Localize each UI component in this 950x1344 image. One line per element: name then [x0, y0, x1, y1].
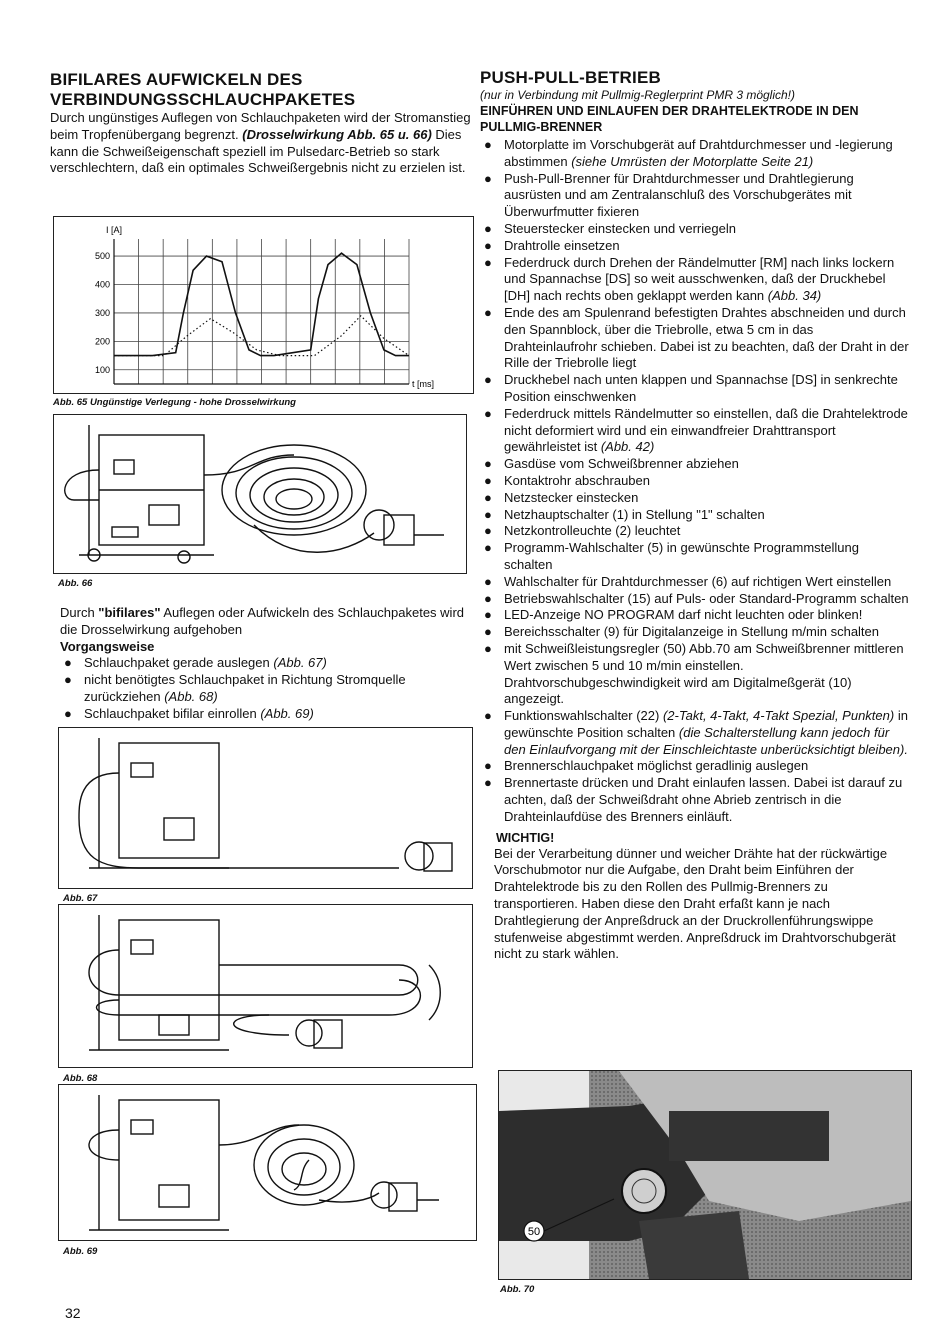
list-item: ● Schlauchpaket bifilar einrollen (Abb. 69)	[64, 705, 314, 721]
list-item: ● Netzkontrolleuchte (2) leuchtet	[484, 523, 681, 539]
list-item: ● Wahlschalter für Drahtdurchmesser (6) auf richtigen Wert einstellen	[484, 573, 892, 589]
abb67-figure	[58, 727, 473, 889]
list-item: ● Netzstecker einstecken	[484, 489, 639, 505]
list-item: ● Brennertaste drücken und Draht einlaufen lassen. Dabei ist darauf zu achten, daß der Schweißdraht ohne Abrieb zentrisch in die Drahteinlaufdüse des Brenners einläuft.	[484, 775, 903, 824]
current-chart	[54, 217, 473, 393]
list-item: ● Federdruck durch Drehen der Rändelmutter [RM] nach links lockern und Spannachse [DS] so weit ausschwenken, daß der Druckhebel [DH] nach rechts oben geklappt werden kann (Abb. 34)	[484, 254, 895, 304]
abb65-caption: Abb. 65 Ungünstige Verlegung - hohe Drosselwirkung	[53, 397, 296, 408]
list-item: ● Push-Pull-Brenner für Drahtdurchmesser und Drahtlegierung ausrüsten und am Zentralanschluß des Vorschubgerätes mit Überwurfmutter fixieren	[484, 170, 854, 220]
retracted-hose-illustration	[59, 905, 472, 1067]
bifilar-coil-illustration	[59, 1085, 476, 1240]
photo-label: 50	[527, 1226, 541, 1238]
right-column	[480, 68, 910, 963]
list-item: ● nicht benötigtes Schlauchpaket in Richtung Stromquelle zurückziehen (Abb. 68)	[64, 672, 406, 704]
bifilar-paragraph: Durch "bifilares" Auflegen oder Aufwickeln des Schlauchpaketes wird die Drosselwirkung aufgehoben	[60, 605, 465, 637]
section-title: EINFÜHREN UND EINLAUFEN DER DRAHTELEKTRODE IN DEN PULLMIG-BRENNER	[480, 104, 859, 134]
list-item: ● Druckhebel nach unten klappen und Spannachse [DS] in senkrechte Position einschwenken	[484, 372, 898, 404]
list-item: ● Ende des am Spulenrand befestigten Drahtes abschneiden und durch den Spannblock, über die Triebrolle, etwa 5 cm in das Drahteinlaufrohr schieben. Dabei ist zu beachten, daß der Draht in der Rille der Triebrolle liegt	[484, 304, 909, 371]
intro-paragraph: Durch ungünstiges Auflegen von Schlauchpaketen wird der Stromanstieg beim Tropfenübergang begrenzt. (Drosselwirkung Abb. 65 u. 66) Dies kann die Schweißeigenschaft speziell im Pulsedarc-Betrieb so stark verschlechtern, daß ein optimales Schweißergebnis nicht zu erzielen ist.	[50, 110, 471, 176]
abb70-caption: Abb. 70	[500, 1284, 535, 1295]
y-tick-label: 200	[94, 336, 110, 347]
bifilar-section	[60, 605, 472, 723]
list-item: ● Kontaktrohr abschrauben	[484, 472, 650, 488]
list-item: ● Steuerstecker einstecken und verriegeln	[484, 220, 736, 236]
abb68-caption: Abb. 68	[63, 1073, 98, 1084]
y-tick-label: 300	[94, 307, 110, 318]
abb65-chart-frame	[53, 216, 474, 394]
list-item: ● Gasdüse vom Schweißbrenner abziehen	[484, 456, 739, 472]
instruction-list	[480, 137, 910, 826]
straight-hose-illustration	[59, 728, 472, 888]
y-tick-label: 500	[94, 251, 110, 262]
abb69-caption: Abb. 69	[63, 1246, 98, 1257]
list-item: ● Programm-Wahlschalter (5) in gewünschte Programmstellung schalten	[484, 540, 859, 572]
y-axis-label: I [A]	[106, 225, 123, 235]
list-item: ● Netzhauptschalter (1) in Stellung "1" schalten	[484, 506, 765, 522]
heading-bifilar-line2: VERBINDUNGSSCHLAUCHPAKETES	[50, 90, 356, 109]
abb68-figure	[58, 904, 473, 1068]
list-item: ● Bereichsschalter (9) für Digitalanzeige in Stellung m/min schalten	[484, 624, 880, 640]
page-number: 32	[65, 1305, 81, 1321]
list-item: ● Federdruck mittels Rändelmutter so einstellen, daß die Drahtelektrode nicht deformiert wird und ein einwandfreier Drahttransport gewährleistet ist (Abb. 42)	[484, 405, 908, 455]
abb69-figure	[58, 1084, 477, 1241]
left-column	[50, 70, 475, 177]
list-item: ● Brennerschlauchpaket möglichst geradlinig auslegen	[484, 758, 809, 774]
list-item: ● Funktionswahlschalter (22) (2-Takt, 4-Takt, 4-Takt Spezial, Punkten) in gewünschte Position schalten (die Schalterstellung kann jedoch für den Einlaufvorgang mit der Einschleichtaste unberücksichtigt bleiben).	[484, 708, 908, 757]
abb66-caption: Abb. 66	[58, 578, 93, 589]
abb70-photo	[498, 1070, 912, 1280]
abb66-figure	[53, 414, 467, 574]
list-item: ● Motorplatte im Vorschubgerät auf Drahtdurchmesser und -legierung abstimmen (siehe Umrüsten der Motorplatte Seite 21)	[484, 137, 893, 169]
y-tick-label: 100	[94, 364, 110, 375]
abb67-caption: Abb. 67	[63, 893, 98, 904]
steps-list	[60, 655, 472, 722]
heading-push-pull: PUSH-PULL-BETRIEB	[480, 68, 661, 87]
list-item: ● mit Schweißleistungsregler (50) Abb.70 am Schweißbrenner mittleren Wert zwischen 5 und 10 m/min einstellen. Drahtvorschubgeschwindigkeit wird am Digitalmeßgerät (10) angezeigt.	[484, 640, 904, 707]
wichtig-title: WICHTIG!	[496, 830, 555, 845]
heading-bifilar-line1: BIFILARES AUFWICKELN DES	[50, 70, 303, 89]
push-pull-subheading: (nur in Verbindung mit Pullmig-Reglerprint PMR 3 möglich!)	[480, 88, 796, 102]
wichtig-paragraph: Bei der Verarbeitung dünner und weicher Drähte hat der rückwärtige Vorschubmotor nur die Aufgabe, den Draht beim Einführen der Drahtelektrode bis zu den Rollen des Pullmig-Brenners zu transportieren. Haben diese den Draht erfaßt kann je nach Drahtlegierung der Anpreßdruck an der Druckrollenführungswippe stufenweise abgestimmt werden. Anpreßdruck im Drahtvorschubgerät nicht zu stark wählen.	[494, 845, 896, 962]
list-item: ● Drahtrolle einsetzen	[484, 237, 620, 253]
y-tick-label: 400	[94, 279, 110, 290]
torch-photo-illustration	[499, 1071, 911, 1279]
list-item: ● Betriebswahlschalter (15) auf Puls- oder Standard-Programm schalten	[484, 590, 909, 606]
coiled-hose-illustration	[54, 415, 466, 573]
x-axis-label: t [ms]	[412, 379, 434, 389]
list-item: ● LED-Anzeige NO PROGRAM darf nicht leuchten oder blinken!	[484, 607, 863, 623]
vorgangsweise-title: Vorgangsweise	[60, 638, 155, 654]
list-item: ● Schlauchpaket gerade auslegen (Abb. 67)	[64, 655, 327, 671]
